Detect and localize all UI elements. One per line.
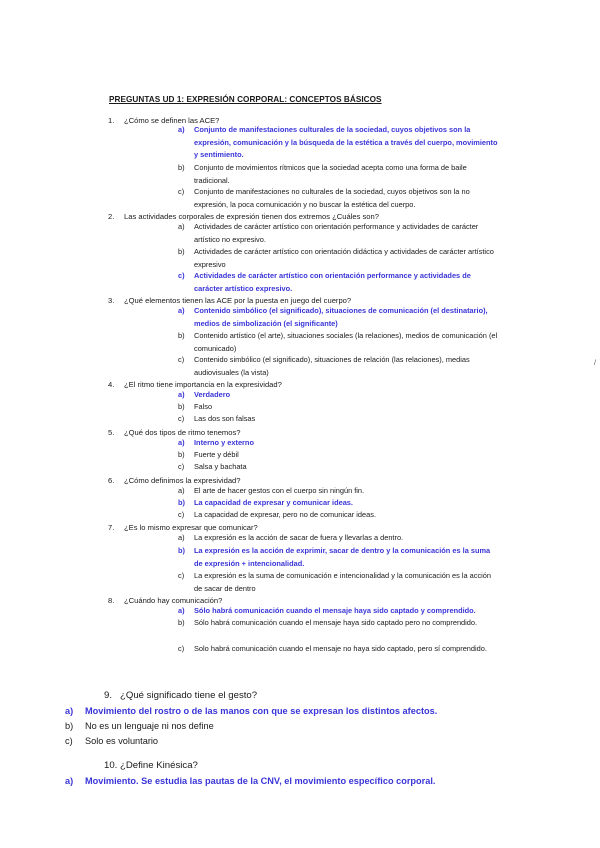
q4-option-b: b) Falso (178, 402, 213, 411)
q6-option-c: c) La capacidad de expresar, pero no de comunicar ideas. (178, 510, 377, 519)
q5-option-a: a) Interno y externo (178, 438, 254, 447)
q9-option-b: b) No es un lenguaje ni nos define (65, 721, 214, 731)
question-9: 9. ¿Qué significado tiene el gesto? (104, 690, 258, 701)
q4-option-a: a) Verdadero (178, 390, 231, 399)
q2-option-a: a) Actividades de carácter artístico con orientación performance y actividades de carácter artístico no expresivo. (178, 222, 479, 244)
question-3: 3. ¿Qué elementos tienen las ACE por la puesta en juego del cuerpo? (108, 296, 352, 305)
q9-option-c: c) Solo es voluntario (65, 736, 159, 746)
q1-option-c: c) Conjunto de manifestaciones no culturales de la sociedad, cuyos objetivos son la no expresión, la poca comunicación y no buscar la estética del cuerpo. (178, 187, 470, 209)
q2-option-b: b) Actividades de carácter artístico con orientación didáctica y actividades de carácter artístico expresivo (178, 247, 494, 269)
q7-option-b: b) La expresión es la acción de exprimir, sacar de dentro y la comunicación es la suma de expresión + intencionalidad. (178, 546, 491, 568)
q8-option-c: c) Solo habrá comunicación cuando el mensaje no haya sido captado, pero sí comprendido. (178, 644, 487, 653)
q8-option-a: a) Sólo habrá comunicación cuando el mensaje haya sido captado y comprendido. (178, 606, 476, 615)
question-4: 4. ¿El ritmo tiene importancia en la expresividad? (108, 380, 282, 389)
page-title: PREGUNTAS UD 1: EXPRESIÓN CORPORAL: CONCEPTOS BÁSICOS (109, 95, 382, 104)
question-7: 7. ¿Es lo mismo expresar que comunicar? (108, 523, 258, 532)
q7-option-c: c) La expresión es la suma de comunicación e intencionalidad y la comunicación es la acción de sacar de dentro (178, 571, 492, 593)
question-10: 10. ¿Define Kinésica? (104, 760, 198, 771)
question-8: 8. ¿Cuándo hay comunicación? (108, 596, 223, 605)
question-1: 1. ¿Cómo se definen las ACE? (108, 116, 220, 125)
q3-option-a: a) Contenido simbólico (el significado), situaciones de comunicación (el destinatario), medios de simbolización (el significante) (178, 306, 488, 328)
q1-option-a: a) Conjunto de manifestaciones culturales de la sociedad, cuyos objetivos son la expresión, comunicación y la búsqueda de la estética a través del cuerpo, movimiento y sentimiento. (178, 125, 498, 160)
question-5: 5. ¿Qué dos tipos de ritmo tenemos? (108, 428, 241, 437)
q6-option-b: b) La capacidad de expresar y comunicar ideas. (178, 498, 353, 507)
q2-option-c: c) Actividades de carácter artístico con orientación performance y actividades de carácter artístico expresivo. (178, 271, 471, 293)
q3-option-b: b) Contenido artístico (el arte), situaciones sociales (la relaciones), medios de comunicación (el comunicado) (178, 331, 498, 353)
q3-option-c: c) Contenido simbólico (el significado), situaciones de relación (las relaciones), medias audiovisuales (la vista) (178, 355, 470, 377)
margin-mark: / (594, 360, 596, 367)
q8-option-b: b) Sólo habrá comunicación cuando el mensaje haya sido captado pero no comprendido. (178, 618, 478, 627)
q9-option-a: a) Movimiento del rostro o de las manos con que se expresan los distintos afectos. (65, 706, 438, 716)
q5-option-b: b) Fuerte y débil (178, 450, 239, 459)
q6-option-a: a) El arte de hacer gestos con el cuerpo sin ningún fin. (178, 486, 365, 495)
q5-option-c: c) Salsa y bachata (178, 462, 247, 471)
q10-option-a: a) Movimiento. Se estudia las pautas de la CNV, el movimiento específico corporal. (65, 776, 436, 786)
q4-option-c: c) Las dos son falsas (178, 414, 256, 423)
q7-option-a: a) La expresión es la acción de sacar de fuera y llevarlas a dentro. (178, 533, 404, 542)
question-6: 6. ¿Cómo definimos la expresividad? (108, 476, 241, 485)
question-2: 2. Las actividades corporales de expresión tienen dos extremos ¿Cuáles son? (108, 212, 379, 221)
q1-option-b: b) Conjunto de movimientos rítmicos que la sociedad acepta como una forma de baile tradicional. (178, 163, 467, 185)
